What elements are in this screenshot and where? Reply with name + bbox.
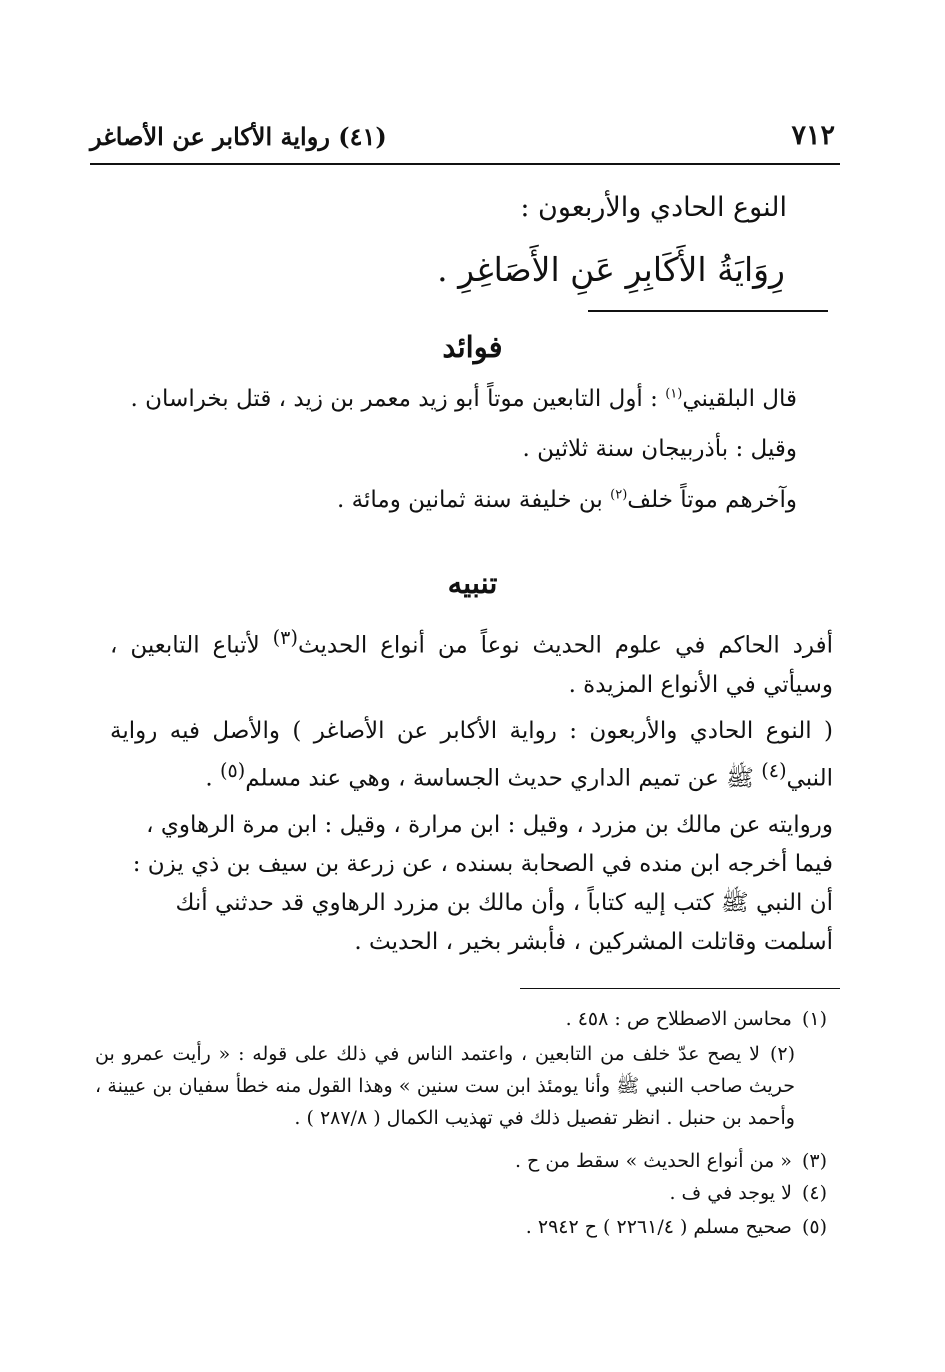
footnote (566, 1008, 827, 1030)
footnote-divider (520, 988, 840, 989)
footnote-text: صحيح مسلم ( ٢٢٦١/٤ ) ح ٢٩٤٢ . (525, 1216, 792, 1238)
footnote (669, 1182, 827, 1204)
footnote (526, 1216, 827, 1238)
footnote (95, 1038, 795, 1134)
paragraph-text: ﷺ عن تميم الداري حديث الجساسة ، وهي عند مسلم (245, 765, 762, 792)
section-heading-notice: تنبيه (447, 566, 498, 600)
footnote-ref: (٤) (761, 759, 787, 782)
footnote-ref: (١) (665, 386, 683, 402)
title-underline (588, 310, 828, 312)
benefits-line (131, 386, 797, 412)
page-number: ٧١٢ (791, 120, 835, 151)
footnote-text: محاسن الاصطلاح ص : ٤٥٨ . (565, 1008, 792, 1030)
footnote-text: « من أنواع الحديث » سقط من ح . (514, 1150, 792, 1172)
kind-title: رِوَايَةُ الأَكَابِرِ عَنِ الأَصَاغِرِ . (437, 250, 785, 289)
kind-heading: النوع الحادي والأربعون : (520, 192, 787, 223)
footnote-number: (٥) (801, 1216, 827, 1238)
footnote-number: (١) (801, 1008, 827, 1030)
chapter-title: (٤١) رواية الأكابر عن الأصاغر (90, 122, 387, 151)
benefits-line (337, 487, 797, 513)
benefits-line (523, 436, 797, 462)
line-text: وقيل : بأذربيجان سنة ثلاثين . (522, 436, 797, 462)
running-header (90, 120, 835, 164)
footnote-number: (٣) (801, 1150, 827, 1172)
paragraph-text: أفرد الحاكم في علوم الحديث نوعاً من أنواع الحديث (297, 632, 833, 659)
footnote-text: لا يصح عدّ خلف من التابعين ، واعتمد الناس في ذلك على قوله : « رأيت عمرو بن حريث صاحب النبي ﷺ وأنا يومئذ ابن ست سنين » وهذا القول منه خطأ سفيان بن عيينة ، وأحمد بن حنبل . انظر تفصيل ذلك في تهذيب الكمال ( ٢٨٧/٨ ) . (95, 1043, 795, 1129)
footnote (515, 1150, 827, 1172)
line-text: : أول التابعين موتاً أبو زيد معمر بن زيد ، قتل بخراسان . (130, 386, 666, 412)
notice-paragraph (110, 712, 833, 799)
footnote-text: لا يوجد في ف . (669, 1182, 792, 1204)
paragraph-text: وروايته عن مالك بن مزرد ، وقيل : ابن مرارة ، وقيل : ابن مرة الرهاوي ، فيما أخرجه ابن منده في الصحابة بسنده ، عن زرعة بن سيف بن ذي يزن : أن النبي ﷺ كتب إليه كتاباً ، وأن مالك بن مزرد الرهاوي قد حدثني أنك أسلمت وقاتلت المشركين ، فأبشر بخير ، الحديث . (132, 812, 833, 955)
paragraph-text: لأتباع التابعين ، وسيأتي في الأنواع المزيدة . (110, 632, 833, 698)
section-heading-benefits: فوائد (442, 330, 503, 364)
paragraph-text: ( النوع الحادي والأربعون : رواية الأكابر عن الأصاغر ) والأصل فيه رواية النبي (110, 718, 833, 792)
footnote-ref: (٣) (272, 626, 298, 649)
line-text: قال البلقيني (682, 386, 797, 412)
footnote-ref: (٥) (219, 759, 246, 782)
footnote-number: (٢) (769, 1043, 795, 1065)
notice-paragraph (110, 806, 833, 962)
footnote-number: (٤) (801, 1182, 827, 1204)
footnote-ref: (٢) (610, 487, 628, 503)
paragraph-text: . (205, 765, 220, 792)
header-divider (90, 163, 840, 165)
line-text: وآخرهم موتاً خلف (627, 487, 797, 513)
line-text: بن خليفة سنة ثمانين ومائة . (337, 487, 611, 513)
notice-paragraph (110, 618, 833, 705)
